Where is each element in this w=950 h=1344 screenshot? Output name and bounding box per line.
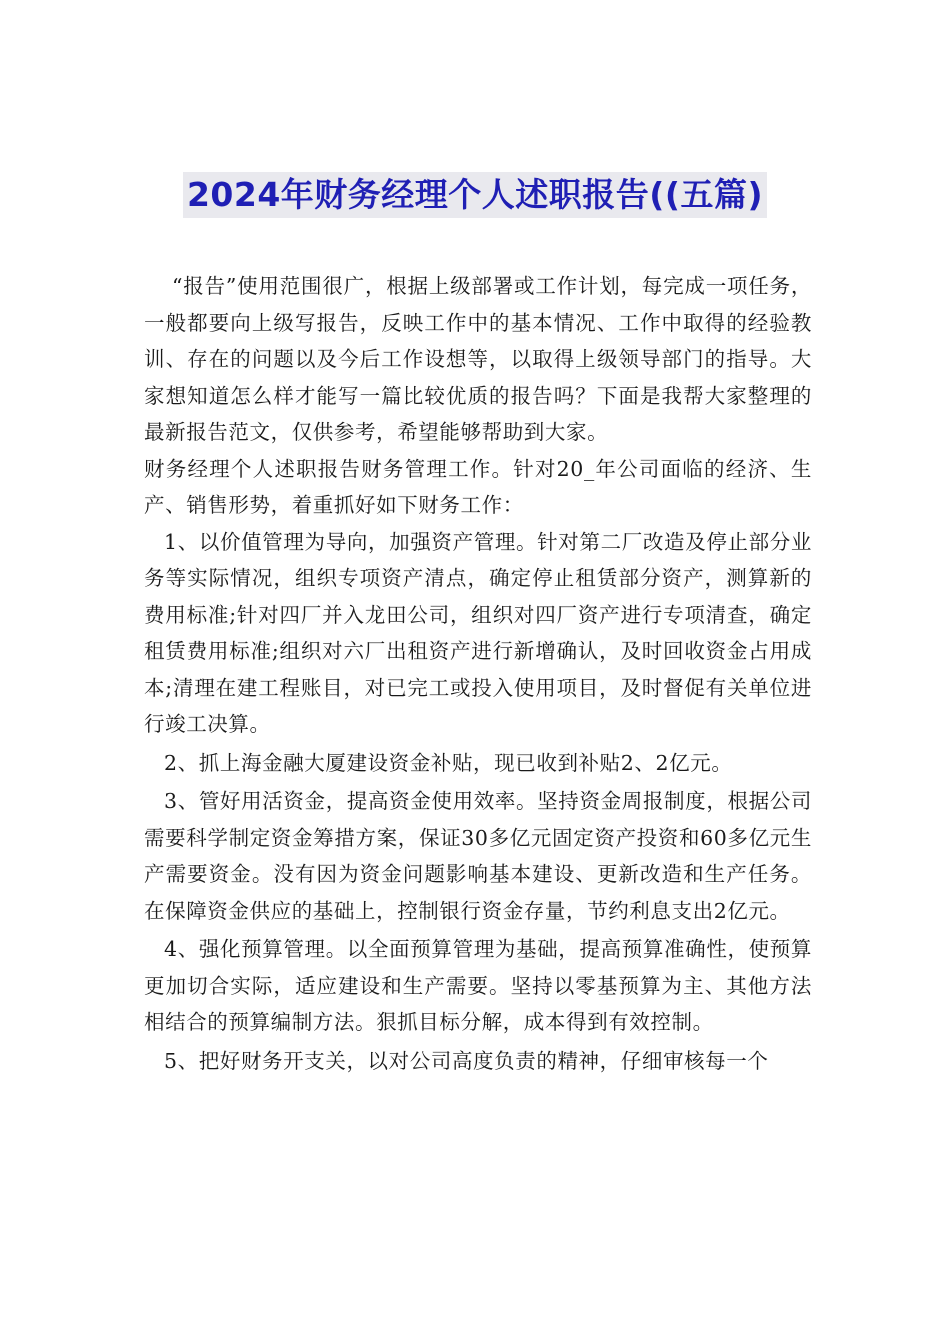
document-title: 2024年财务经理个人述职报告((五篇) — [183, 172, 767, 218]
summary-paragraph: 财务经理个人述职报告财务管理工作。针对20_年公司面临的经济、生产、销售形势，着重抓好如下财务工作： — [144, 456, 812, 517]
document-body — [144, 268, 812, 1079]
item-1-paragraph: 1、以价值管理为导向，加强资产管理。针对第二厂改造及停止部分业务等实际情况，组织专项资产清点，确定停止租赁部分资产，测算新的费用标准;针对四厂并入龙田公司，组织对四厂资产进行专项清查，确定租赁费用标准;组织对六厂出租资产进行新增确认，及时回收资金占用成本;清理在建工程账目，对已完工或投入使用项目，及时督促有关单位进行竣工决算。 — [144, 529, 812, 736]
intro-paragraph: “报告”使用范围很广，根据上级部署或工作计划，每完成一项任务，一般都要向上级写报告，反映工作中的基本情况、工作中取得的经验教训、存在的问题以及今后工作设想等，以取得上级领导部门的指导。大家想知道怎么样才能写一篇比较优质的报告吗？下面是我帮大家整理的最新报告范文，仅供参考，希望能够帮助到大家。 — [144, 274, 812, 444]
item-2-paragraph: 2、抓上海金融大厦建设资金补贴，现已收到补贴2、2亿元。 — [164, 750, 733, 775]
item-5-paragraph: 5、把好财务开支关，以对公司高度负责的精神，仔细审核每一个 — [164, 1048, 769, 1073]
item-4-paragraph: 4、强化预算管理。以全面预算管理为基础，提高预算准确性，使预算更加切合实际，适应建设和生产需要。坚持以零基预算为主、其他方法相结合的预算编制方法。狠抓目标分解，成本得到有效控制。 — [144, 937, 812, 1034]
item-3-paragraph: 3、管好用活资金，提高资金使用效率。坚持资金周报制度，根据公司需要科学制定资金筹措方案，保证30多亿元固定资产投资和60多亿元生产需要资金。没有因为资金问题影响基本建设、更新改造和生产任务。在保障资金供应的基础上，控制银行资金存量，节约利息支出2亿元。 — [144, 789, 812, 923]
title-container — [0, 172, 950, 218]
